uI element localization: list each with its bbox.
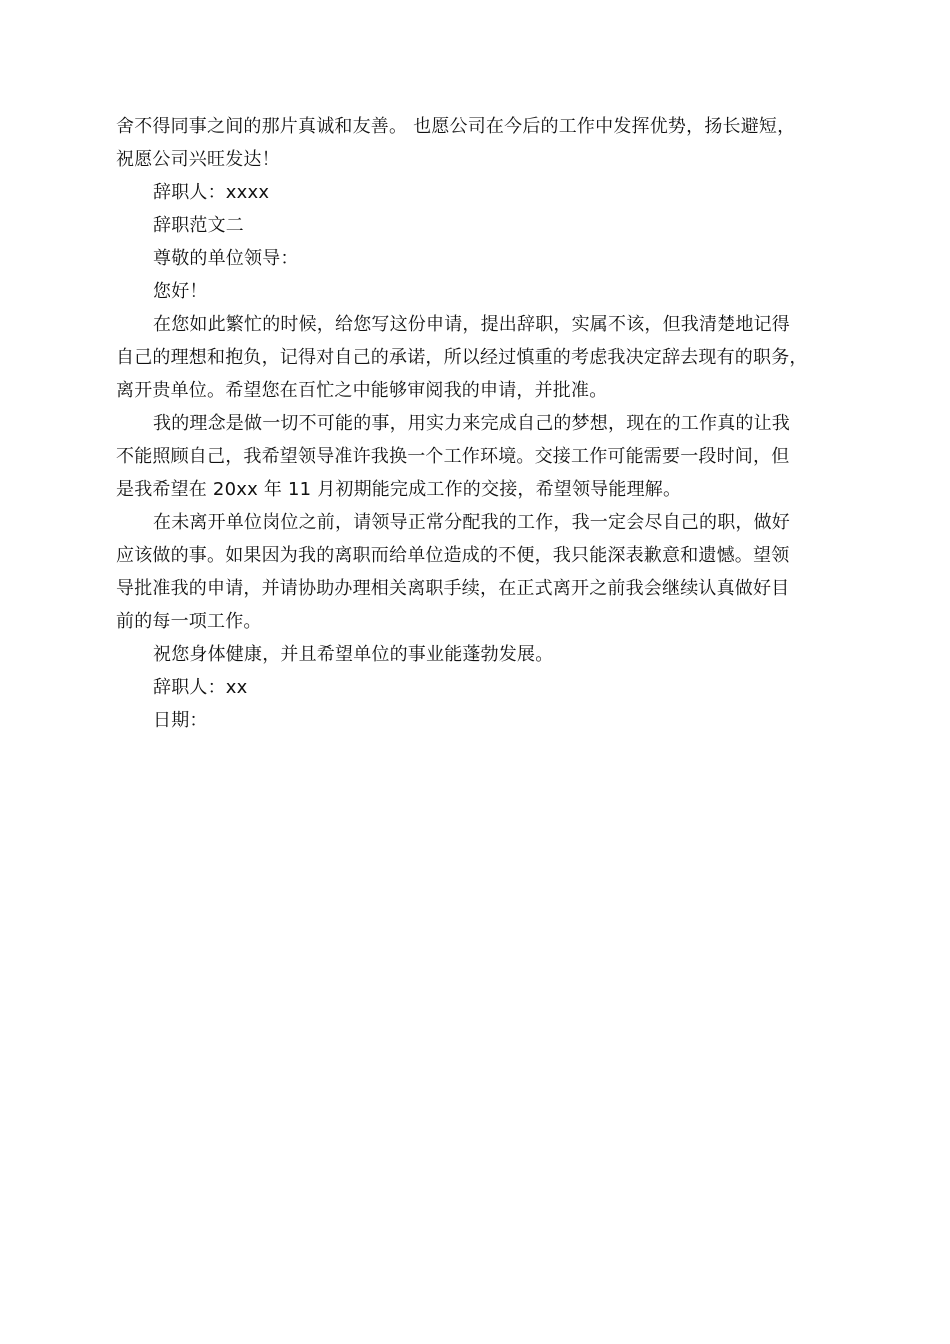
signature-line: 辞职人：xx bbox=[153, 677, 248, 698]
signature-line: 辞职人：xxxx bbox=[153, 182, 270, 203]
paragraph-line: 导批准我的申请，并请协助办理相关离职手续，在正式离开之前我会继续认真做好目 bbox=[116, 578, 790, 599]
paragraph-line: 舍不得同事之间的那片真诚和友善。 也愿公司在今后的工作中发挥优势，扬长避短， bbox=[116, 116, 796, 137]
paragraph-line: 是我希望在 20xx 年 11 月初期能完成工作的交接，希望领导能理解。 bbox=[116, 479, 682, 500]
paragraph-line: 前的每一项工作。 bbox=[116, 611, 262, 632]
paragraph-line: 应该做的事。如果因为我的离职而给单位造成的不便，我只能深表歉意和遗憾。望领 bbox=[116, 545, 790, 566]
paragraph-line: 我的理念是做一切不可能的事，用实力来完成自己的梦想，现在的工作真的让我 bbox=[153, 413, 790, 434]
paragraph-line: 祝愿公司兴旺发达！ bbox=[116, 149, 280, 170]
date-line: 日期： bbox=[153, 710, 208, 731]
salutation: 尊敬的单位领导： bbox=[153, 248, 299, 269]
greeting: 您好！ bbox=[153, 281, 208, 302]
document-body bbox=[116, 110, 832, 737]
section-title: 辞职范文二 bbox=[153, 215, 244, 236]
closing-line: 祝您身体健康，并且希望单位的事业能蓬勃发展。 bbox=[153, 644, 554, 665]
paragraph-line: 离开贵单位。希望您在百忙之中能够审阅我的申请，并批准。 bbox=[116, 380, 608, 401]
paragraph-line: 在您如此繁忙的时候，给您写这份申请，提出辞职，实属不该，但我清楚地记得 bbox=[153, 314, 790, 335]
paragraph-line: 在未离开单位岗位之前，请领导正常分配我的工作，我一定会尽自己的职，做好 bbox=[153, 512, 790, 533]
paragraph-line: 自己的理想和抱负，记得对自己的承诺，所以经过慎重的考虑我决定辞去现有的职务， bbox=[116, 347, 808, 368]
paragraph-line: 不能照顾自己，我希望领导准许我换一个工作环境。交接工作可能需要一段时间，但 bbox=[116, 446, 790, 467]
